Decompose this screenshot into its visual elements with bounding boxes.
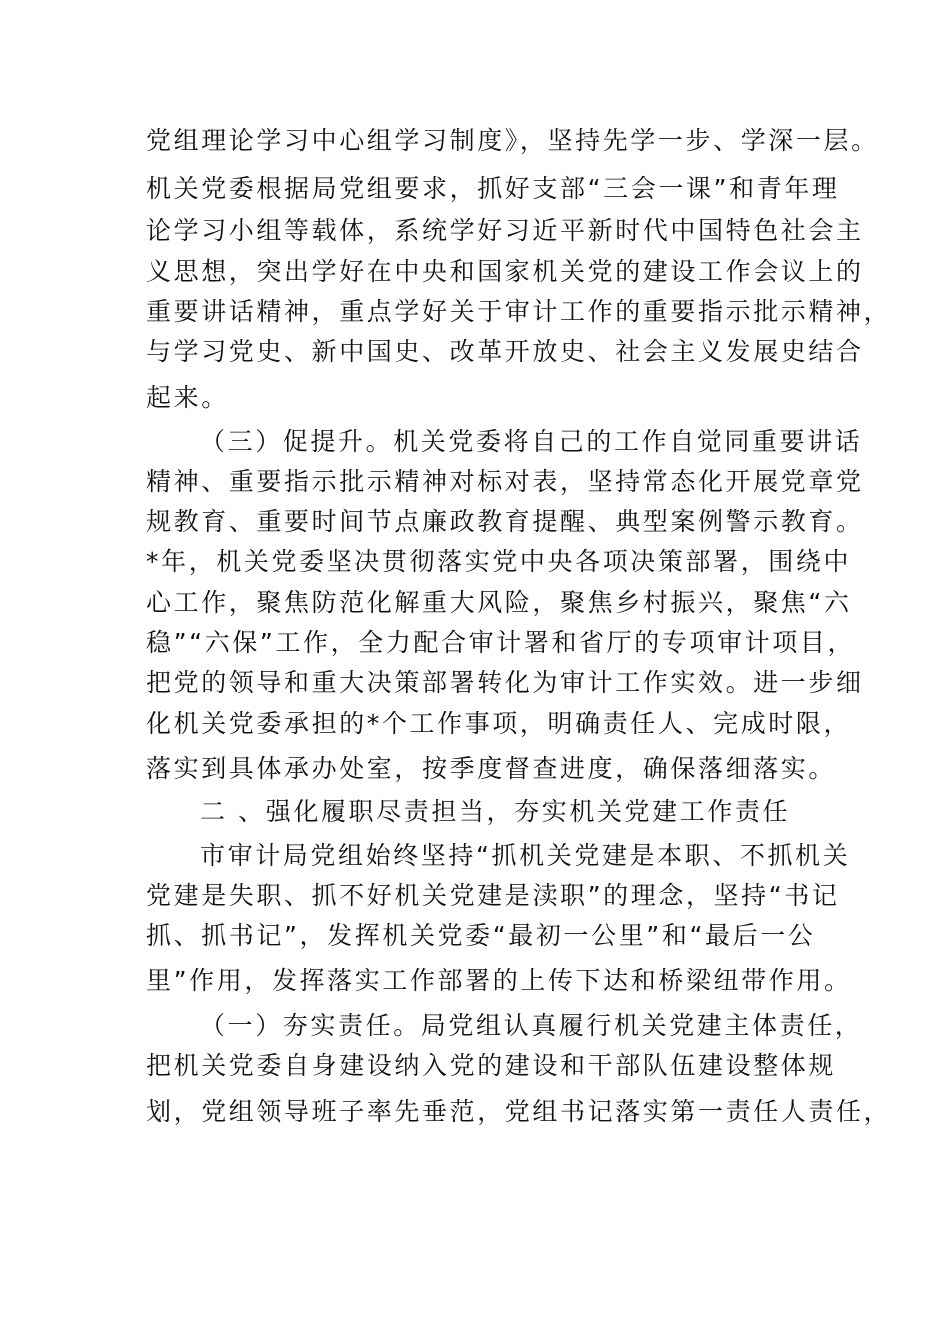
text-line: 落实到具体承办处室，按季度督查进度，确保落细落实。 [146, 754, 837, 783]
text-line: 抓、抓书记”，发挥机关党委“最初一公里”和“最后一公 [146, 921, 816, 950]
text-line: 重要讲话精神，重点学好关于审计工作的重要指示批示精神， [146, 297, 892, 326]
text-line: 规教育、重要时间节点廉政教育提醒、典型案例警示教育。 [146, 507, 864, 536]
paragraph-start: （一）夯实责任。局党组认真履行机关党建主体责任， [200, 1011, 863, 1040]
text-line: 化机关党委承担的*个工作事项，明确责任人、完成时限， [146, 709, 852, 738]
text-line: *年，机关党委坚决贯彻落实党中央各项决策部署，围绕中 [146, 547, 852, 576]
section-paragraph-start: （三）促提升。机关党委将自己的工作自觉同重要讲话 [200, 427, 863, 456]
text-line: 心工作，聚焦防范化解重大风险，聚焦乡村振兴，聚焦“六 [146, 588, 852, 617]
text-line: 稳”“六保”工作，全力配合审计署和省厅的专项审计项目， [146, 628, 856, 657]
text-line: 划，党组领导班子率先垂范，党组书记落实第一责任人责任， [146, 1097, 892, 1126]
text-line: 党建是失职、抓不好机关党建是渎职”的理念，坚持“书记 [146, 881, 840, 910]
text-line: 与学习党史、新中国史、改革开放史、社会主义发展史结合 [146, 337, 864, 366]
text-line: 义思想，突出学好在中央和国家机关党的建设工作会议上的 [146, 257, 864, 286]
text-line: 党组理论学习中心组学习制度》，坚持先学一步、学深一层。 [146, 126, 879, 155]
text-line: 把机关党委自身建设纳入党的建设和干部队伍建设整体规 [146, 1051, 837, 1080]
text-line: 把党的领导和重大决策部署转化为审计工作实效。进一步细 [146, 668, 864, 697]
text-line: 机关党委根据局党组要求，抓好支部“三会一课”和青年理 [146, 174, 840, 203]
text-line: 论学习小组等载体，系统学好习近平新时代中国特色社会主 [146, 216, 864, 245]
text-line: 里”作用，发挥落实工作部署的上传下达和桥梁纽带作用。 [146, 966, 852, 995]
text-line: 起来。 [146, 383, 229, 412]
paragraph-start: 市审计局党组始终坚持“抓机关党建是本职、不抓机关 [200, 841, 851, 870]
text-line: 精神、重要指示批示精神对标对表，坚持常态化开展党章党 [146, 467, 864, 496]
section-heading: 二 、强化履职尽责担当，夯实机关党建工作责任 [200, 797, 791, 826]
